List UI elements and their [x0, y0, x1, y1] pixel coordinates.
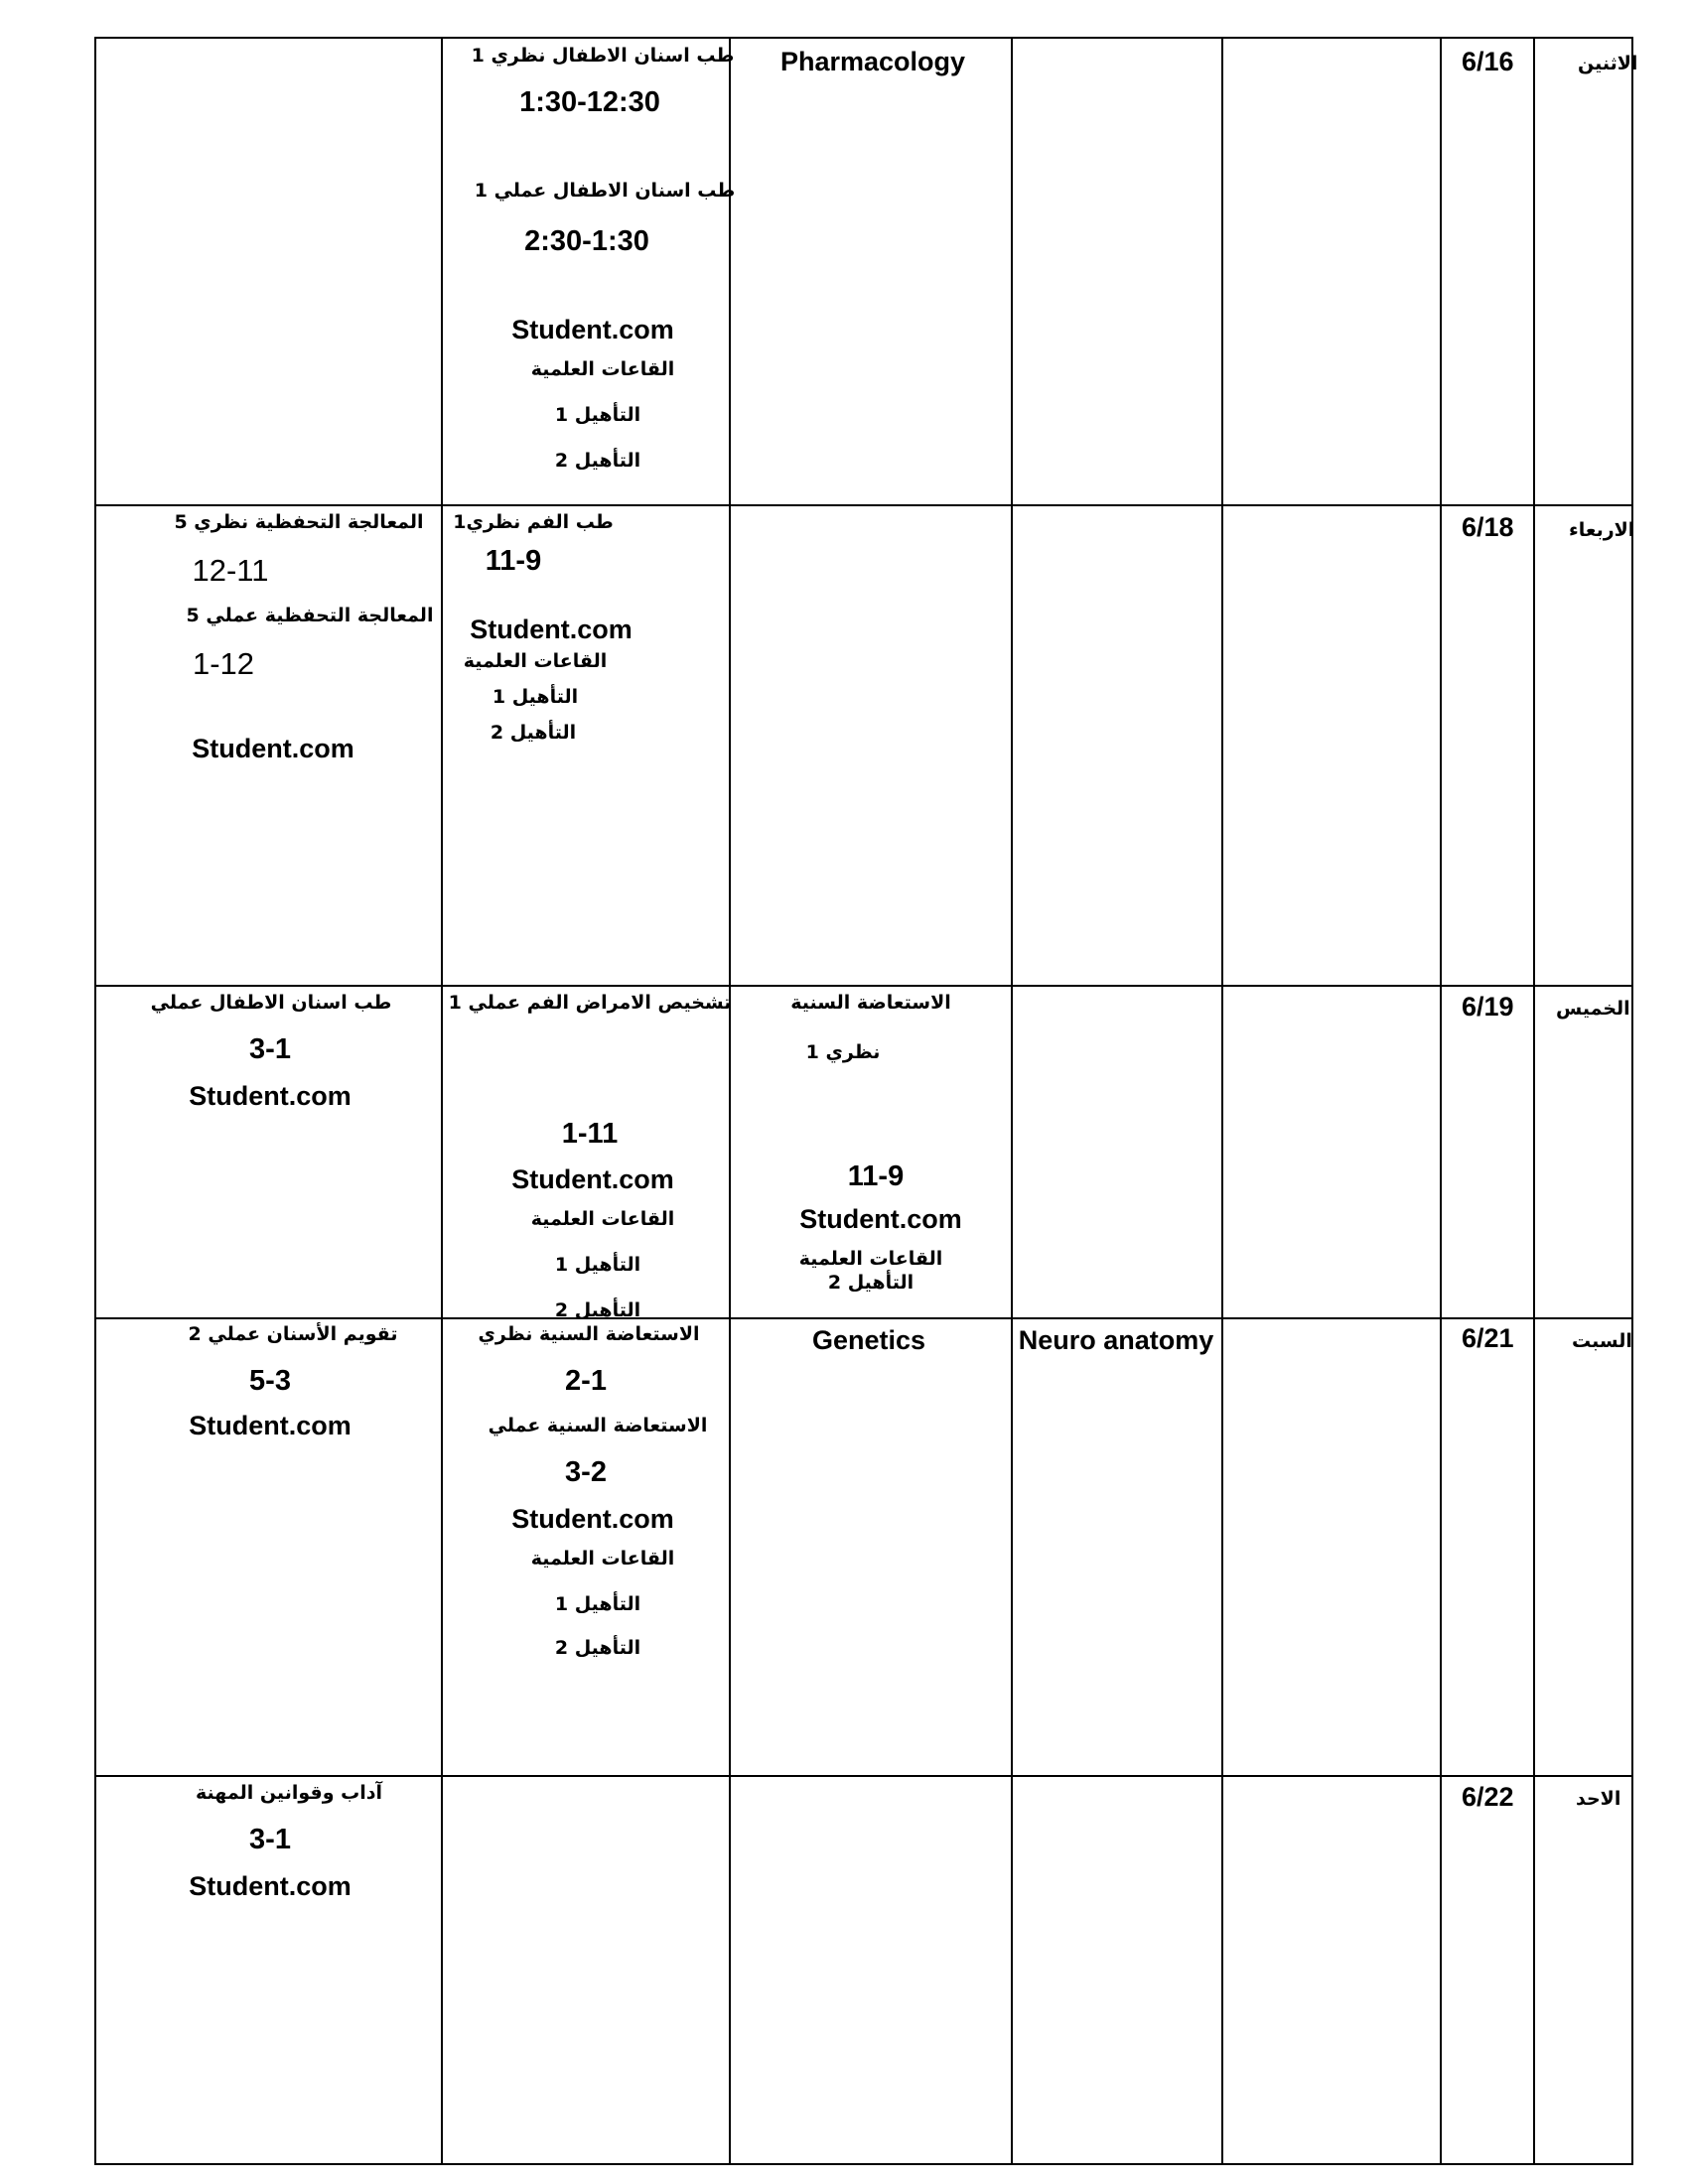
location: Student.com — [192, 734, 354, 763]
course-name: آداب وقوانين المهنة — [196, 1782, 382, 1804]
location: التأهيل 2 — [554, 1299, 641, 1321]
column-divider — [1440, 39, 1442, 2163]
day-label: الاربعاء — [1569, 519, 1635, 541]
time-range: 1-12 — [192, 646, 255, 681]
location: التأهيل 1 — [554, 1593, 641, 1615]
time-range: 5-3 — [249, 1365, 291, 1397]
time-range: 11-9 — [485, 545, 542, 577]
day-label: السبت — [1572, 1330, 1632, 1352]
date-label: 6/21 — [1462, 1323, 1514, 1353]
course-name: تشخيص الامراض الفم عملي 1 — [448, 992, 732, 1014]
time-range: 1:30-12:30 — [519, 86, 660, 118]
column-divider — [1011, 39, 1013, 2163]
location: القاعات العلمية — [798, 1248, 943, 1270]
course-name: طب اسنان الاطفال عملي 1 — [474, 180, 736, 202]
date-label: 6/22 — [1462, 1782, 1514, 1812]
course-name: الاستعاضة السنية عملي — [488, 1415, 708, 1436]
column-divider — [1221, 39, 1223, 2163]
date-label: 6/16 — [1462, 47, 1514, 76]
day-label: الاثنين — [1578, 53, 1638, 74]
location: القاعات العلمية — [530, 1208, 675, 1230]
day-label: الاحد — [1576, 1788, 1621, 1810]
location: Student.com — [511, 315, 674, 344]
row-divider — [96, 985, 1631, 987]
time-range: 2-1 — [565, 1365, 607, 1397]
date-label: 6/18 — [1462, 512, 1514, 542]
location: Student.com — [511, 1164, 674, 1194]
location: Student.com — [799, 1204, 962, 1234]
course-name: الاستعاضة السنية — [790, 992, 951, 1014]
course-name: Pharmacology — [779, 47, 966, 76]
location: التأهيل 2 — [554, 450, 641, 472]
column-divider — [441, 39, 443, 2163]
location: التأهيل 2 — [554, 1637, 641, 1659]
course-name: المعالجة التحفظية نظري 5 — [174, 511, 424, 533]
course-name: Genetics — [811, 1325, 926, 1355]
time-range: 1-11 — [561, 1118, 619, 1150]
location: Student.com — [189, 1871, 352, 1901]
location: التأهيل 1 — [554, 1254, 641, 1276]
exam-schedule-table — [94, 37, 1638, 2165]
location: التأهيل 2 — [490, 722, 577, 744]
course-name: Neuro anatomy — [1018, 1325, 1214, 1355]
column-divider — [729, 39, 731, 2163]
row-divider — [96, 1775, 1631, 1777]
location: التأهيل 2 — [827, 1272, 914, 1294]
location: القاعات العلمية — [463, 650, 608, 672]
course-name: طب اسنان الاطفال نظري 1 — [471, 45, 735, 67]
location: Student.com — [189, 1081, 352, 1111]
location: التأهيل 1 — [492, 686, 579, 708]
date-label: 6/19 — [1462, 992, 1514, 1022]
location: Student.com — [470, 614, 633, 644]
location: Student.com — [189, 1411, 352, 1440]
time-range: 3-1 — [249, 1033, 291, 1065]
course-name: المعالجة التحفظية عملي 5 — [186, 605, 434, 626]
course-name: طب اسنان الاطفال عملي — [150, 992, 392, 1014]
time-range: 2:30-1:30 — [524, 225, 649, 257]
row-divider — [96, 504, 1631, 506]
course-name: طب الفم نظري1 — [453, 511, 614, 533]
day-label: الخميس — [1556, 998, 1630, 1020]
column-divider — [1533, 39, 1535, 2163]
time-range: 12-11 — [192, 553, 269, 588]
location: القاعات العلمية — [530, 358, 675, 380]
course-name: الاستعاضة السنية نظري — [478, 1323, 700, 1345]
time-range: 3-1 — [249, 1824, 291, 1855]
location: التأهيل 1 — [554, 404, 641, 426]
course-type: نظري 1 — [805, 1041, 881, 1063]
time-range: 3-2 — [565, 1456, 607, 1488]
location: القاعات العلمية — [530, 1548, 675, 1570]
course-name: تقويم الأسنان عملي 2 — [188, 1323, 398, 1345]
row-divider — [96, 1317, 1631, 1319]
time-range: 11-9 — [847, 1160, 905, 1192]
location: Student.com — [511, 1504, 674, 1534]
